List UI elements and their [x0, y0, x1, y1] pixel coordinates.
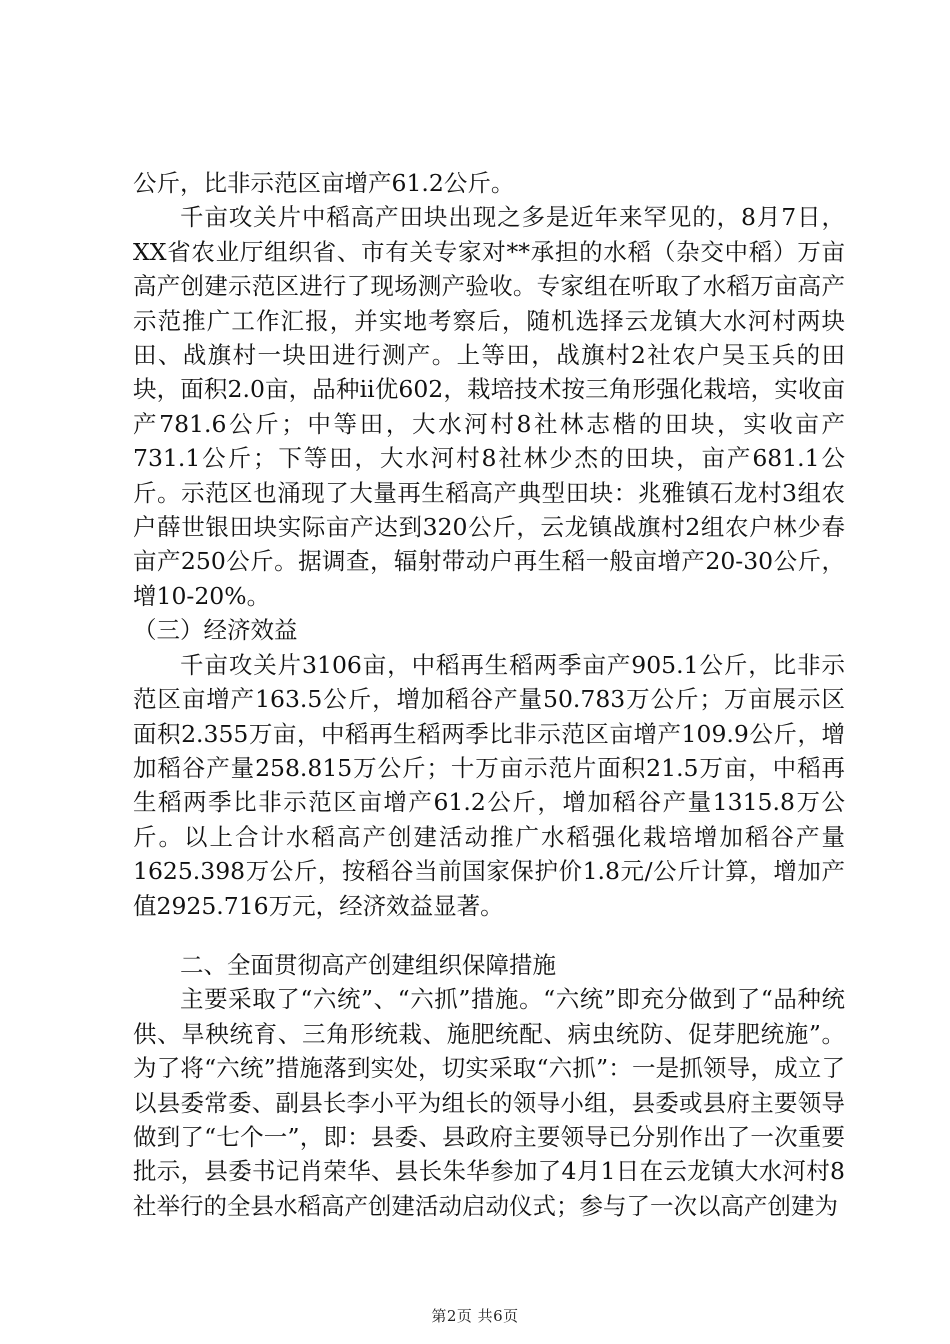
- page-number-footer: 第2页 共6页: [431, 1307, 519, 1325]
- document-body: [133, 166, 845, 1223]
- paragraph-continuation: 公斤，比非示范区亩增产61.2公斤。: [133, 169, 515, 197]
- paragraph-organization-measures: 主要采取了“六统”、“六抓”措施。“六统”即充分做到了“品种统供、旱秧统育、三角形统栽、施肥统配、病虫统防、促芽肥统施”。为了将“六统”措施落到实处，切实采取“六抓”：一是抓领导，成立了以县委常委、副县长李小平为组长的领导小组，县委或县府主要领导做到了“七个一”，即：县委、县政府主要领导已分别作出了一次重要批示，县委书记肖荣华、县长朱华参加了4月1日在云龙镇大水河村8社举行的全县水稻高产创建活动启动仪式；参与了一次以高产创建为: [133, 985, 845, 1220]
- section-heading-organization-measures: 二、全面贯彻高产创建组织保障措施: [180, 950, 556, 979]
- paragraph-economic-benefit: 千亩攻关片3106亩，中稻再生稻两季亩产905.1公斤，比非示范区亩增产163.5公斤，增加稻谷产量50.783万公斤；万亩展示区面积2.355万亩，中稻再生稻两季比非示范区亩增产109.9公斤，增加稻谷产量258.815万公斤；十万亩示范片面积21.5万亩，中稻再生稻两季比非示范区亩增产61.2公斤，增加稻谷产量1315.8万公斤。以上合计水稻高产创建活动推广水稻强化栽培增加稻谷产量1625.398万公斤，按稻谷当前国家保护价1.8元/公斤计算，增加产值2925.716万元，经济效益显著。: [133, 650, 845, 920]
- paragraph-yield-inspection: 千亩攻关片中稻高产田块出现之多是近年来罕见的，8月7日，XX省农业厅组织省、市有关专家对**承担的水稻（杂交中稻）万亩高产创建示范区进行了现场测产验收。专家组在听取了水稻万亩高产示范推广工作汇报，并实地考察后，随机选择云龙镇大水河村两块田、战旗村一块田进行测产。上等田，战旗村2社农户吴玉兵的田块，面积2.0亩，品种ii优602，栽培技术按三角形强化栽培，实收亩产781.6公斤；中等田，大水河村8社林志楷的田块，实收亩产731.1公斤；下等田，大水河村8社林少杰的田块，亩产681.1公斤。示范区也涌现了大量再生稻高产典型田块：兆雅镇石龙村3组农户薛世银田块实际亩产达到320公斤，云龙镇战旗村2组农户林少春亩产250公斤。据调查，辐射带动户再生稻一般亩增产20-30公斤，增10-20%。: [133, 203, 845, 610]
- section-heading-economic-benefit: （三）经济效益: [133, 616, 298, 645]
